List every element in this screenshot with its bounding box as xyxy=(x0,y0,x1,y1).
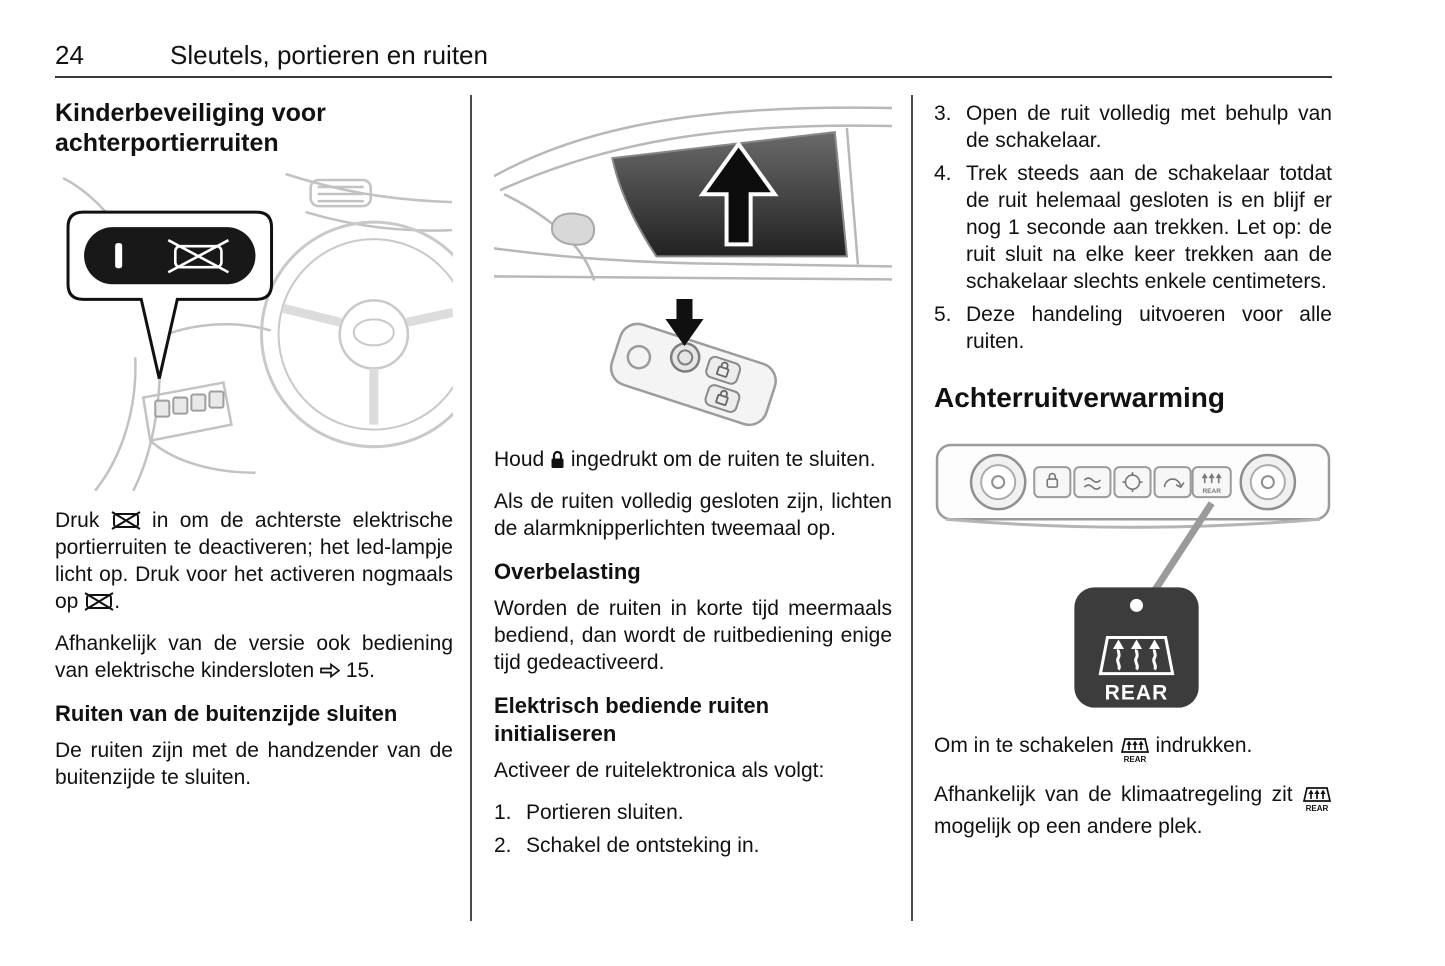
reference-arrow-icon xyxy=(320,663,340,678)
step-number: 1. xyxy=(494,801,512,825)
paragraph-overload: Worden de ruiten in korte tijd meermaals bediend, dan wordt de ruitbediening enige tijd gedeactiveerd. xyxy=(494,597,892,675)
subsection-title-initialise: Elektrisch bediende ruiten initialiseren xyxy=(494,693,770,746)
switch-led-bar xyxy=(115,243,122,268)
step-text: Portieren sluiten. xyxy=(526,801,684,825)
climate-panel-illustration xyxy=(934,439,1332,715)
text-fragment: Afhankelijk van de versie ook bediening van elektrische kindersloten xyxy=(55,631,453,682)
left-knob xyxy=(971,455,1025,509)
rear-button-label: REAR xyxy=(1104,681,1169,705)
paragraph-child-lock xyxy=(55,507,453,615)
step-text: Schakel de ontsteking in. xyxy=(526,834,760,858)
rear-heating-button xyxy=(1074,587,1198,707)
paragraph-hazard-flash: Als de ruiten volledig gesloten zijn, lichten de alarmknipperlichten tweemaal op. xyxy=(494,489,892,540)
list-item xyxy=(494,832,892,859)
step-number: 5. xyxy=(934,303,952,326)
reference-number: 15. xyxy=(345,658,376,682)
paragraph-close-outside: De ruiten zijn met de handzender van de buitenzijde te sluiten. xyxy=(55,739,453,790)
window-crossed-icon xyxy=(84,591,114,611)
text-fragment: Om in te schakelen xyxy=(934,734,1114,758)
step-number: 4. xyxy=(934,162,952,185)
text-fragment: in om de achterste elektrische portierruiten te deactiveren; het led-lampje licht op. Druk voor het activeren nogmaals op xyxy=(55,508,453,613)
text-fragment: Houd xyxy=(494,447,545,471)
list-item xyxy=(934,160,1332,295)
paragraph-initialise-intro: Activeer de ruitelektronica als volgt: xyxy=(494,759,825,783)
car-window-illustration xyxy=(494,98,892,283)
steering-wheel xyxy=(262,222,453,447)
column-divider-2 xyxy=(911,95,913,921)
column-divider-1 xyxy=(470,95,472,921)
text-fragment: mogelijk op een andere plek. xyxy=(934,815,1203,839)
rear-defrost-icon xyxy=(1120,730,1150,764)
text-fragment: Afhankelijk van de klimaatregeling zit xyxy=(934,783,1293,807)
paragraph-hold-lock xyxy=(494,446,892,473)
page-number: 24 xyxy=(55,40,84,70)
rear-icon-label: REAR xyxy=(1305,804,1329,814)
list-item xyxy=(934,100,1332,154)
panel-button-row xyxy=(1034,467,1230,497)
rear-icon-label: REAR xyxy=(1123,755,1146,765)
list-item xyxy=(494,799,892,826)
figure-door-interior xyxy=(55,172,453,491)
paragraph-switch-on xyxy=(934,730,1332,764)
chapter-title: Sleutels, portieren en ruiten xyxy=(170,40,488,70)
step-text: Open de ruit volledig met behulp van de schakelaar. xyxy=(966,102,1332,152)
side-mirror xyxy=(552,214,594,245)
step-number: 3. xyxy=(934,102,952,125)
figure-window-closing xyxy=(494,98,892,283)
paragraph-location-note xyxy=(934,779,1332,840)
text-fragment: ingedrukt om de ruiten te sluiten. xyxy=(570,447,876,471)
panel-rear-button-label: REAR xyxy=(1202,487,1221,495)
text-fragment: indrukken. xyxy=(1155,734,1253,758)
subsection-title-close-outside: Ruiten van de buitenzijde sluiten xyxy=(55,700,398,726)
step-list-3-5 xyxy=(934,100,1332,355)
step-text: Trek steeds aan de schakelaar totdat de ruit helemaal gesloten is en blijf er nog 1 seconde aan trekken. Let op: de ruit sluit na elke keer trekken aan de schakelaar slechts enkele centimeters. xyxy=(966,162,1332,293)
padlock-icon xyxy=(550,450,565,469)
paragraph-child-lock-versions xyxy=(55,630,453,684)
left-column xyxy=(55,98,453,806)
middle-column xyxy=(494,98,892,869)
subsection-title-overload: Overbelasting xyxy=(494,558,641,584)
text-fragment: Druk xyxy=(55,508,100,532)
right-column xyxy=(934,98,1332,855)
door-interior-illustration xyxy=(55,172,453,491)
step-text: Deze handeling uitvoeren voor alle ruiten. xyxy=(966,303,1332,353)
remote-key-illustration xyxy=(494,299,892,429)
list-item xyxy=(934,301,1332,355)
section-title-rear-heating: Achterruitverwarming xyxy=(934,382,1225,413)
figure-climate-panel xyxy=(934,439,1332,715)
right-knob xyxy=(1241,455,1295,509)
window-crossed-icon xyxy=(111,510,141,530)
rear-defrost-icon xyxy=(1302,779,1332,813)
led-indicator-dot xyxy=(1130,598,1143,611)
section-title-child-safety: Kinderbeveiliging voor achterportierruiten xyxy=(55,99,326,157)
text-fragment: . xyxy=(114,589,121,613)
step-number: 2. xyxy=(494,834,512,858)
header-rule xyxy=(55,76,1332,78)
child-lock-switch xyxy=(84,227,255,284)
figure-remote-key xyxy=(494,299,892,429)
door-switch-cluster xyxy=(155,392,223,417)
step-list-1-2 xyxy=(494,799,892,859)
